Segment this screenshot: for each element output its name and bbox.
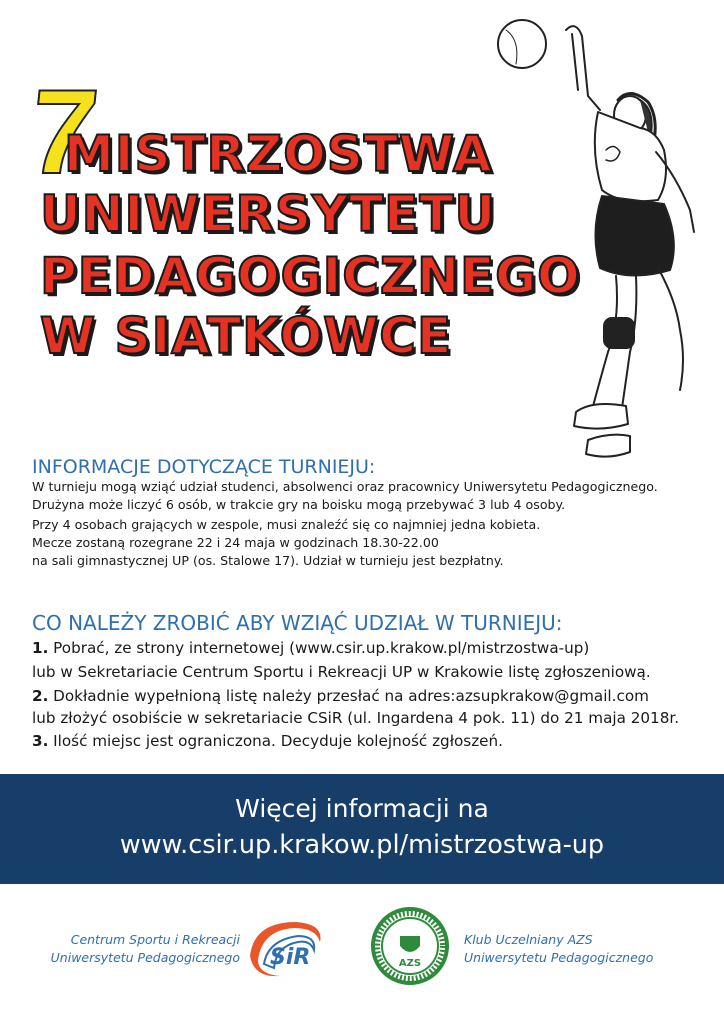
title-line-3: PEDAGOGICZNEGO — [40, 247, 581, 305]
csir-name-line-2: Uniwersytetu Pedagogicznego — [50, 950, 240, 965]
step-2-text: Dokładnie wypełnioną listę należy przesłać na adres:azsupkrakow@gmail.com — [48, 687, 649, 705]
step-3 — [32, 731, 503, 752]
azs-logo — [370, 906, 450, 986]
azs-club-name — [464, 931, 684, 967]
step-3-text: Ilość miejsc jest ograniczona. Decyduje kolejność zgłoszeń. — [48, 732, 503, 750]
banner-line-1: Więcej informacji na — [235, 794, 489, 823]
step-2-continued: lub złożyć osobiście w sekretariacie CSiR (ul. Ingardena 4 pok. 11) do 21 maja 2018r. — [32, 709, 680, 727]
azs-name-line-2: Uniwersytetu Pedagogicznego — [464, 950, 654, 965]
info-line-5: na sali gimnastycznej UP (os. Stalowe 17). Udział w turnieju jest bezpłatny. — [32, 553, 504, 568]
csir-logo-text: SiR — [270, 945, 311, 970]
info-line-4: Mecze zostaną rozegrane 22 i 24 maja w godzinach 18.30-22.00 — [32, 535, 439, 550]
more-info-banner — [0, 774, 724, 884]
participation-steps-heading: CO NALEŻY ZROBIĆ ABY WZIĄĆ UDZIAŁ W TURNIEJU: — [32, 611, 563, 635]
title-line-2: UNIWERSYTETU — [40, 185, 497, 243]
volleyball-player-illustration — [480, 0, 724, 470]
tournament-info-heading: INFORMACJE DOTYCZĄCE TURNIEJU: — [32, 456, 376, 478]
step-2 — [32, 686, 649, 707]
step-1-number: 1. — [32, 639, 49, 657]
banner-url[interactable]: www.csir.up.krakow.pl/mistrzostwa-up — [119, 830, 605, 860]
title-line-4: W SIATKÓWCE — [40, 307, 453, 365]
csir-organization-name — [50, 931, 240, 967]
info-line-2: Drużyna może liczyć 6 osób, w trakcie gry na boisku mogą przebywać 3 lub 4 osoby. — [32, 497, 566, 512]
volleyball-icon — [498, 20, 546, 68]
azs-name-line-1: Klub Uczelniany AZS — [464, 932, 593, 947]
csir-name-line-1: Centrum Sportu i Rekreacji — [70, 932, 240, 947]
step-1-continued: lub w Sekretariacie Centrum Sportu i Rekreacji UP w Krakowie listę zgłoszeniową. — [32, 663, 651, 681]
info-line-3: Przy 4 osobach grających w zespole, musi znaleźć się co najmniej jedna kobieta. — [32, 517, 541, 532]
info-line-1: W turnieju mogą wziąć udział studenci, absolwenci oraz pracownicy Uniwersytetu Pedagogicznego. — [32, 479, 658, 494]
step-2-number: 2. — [32, 687, 49, 705]
azs-logo-text: AZS — [398, 958, 422, 969]
csir-logo — [240, 916, 326, 980]
step-1-text: Pobrać, ze strony internetowej (www.csir.up.krakow.pl/mistrzostwa-up) — [48, 639, 590, 657]
title-line-1: MISTRZOSTWA — [64, 125, 493, 183]
step-3-number: 3. — [32, 732, 49, 750]
step-1 — [32, 638, 589, 659]
title-number-seven: 7 — [22, 65, 104, 199]
